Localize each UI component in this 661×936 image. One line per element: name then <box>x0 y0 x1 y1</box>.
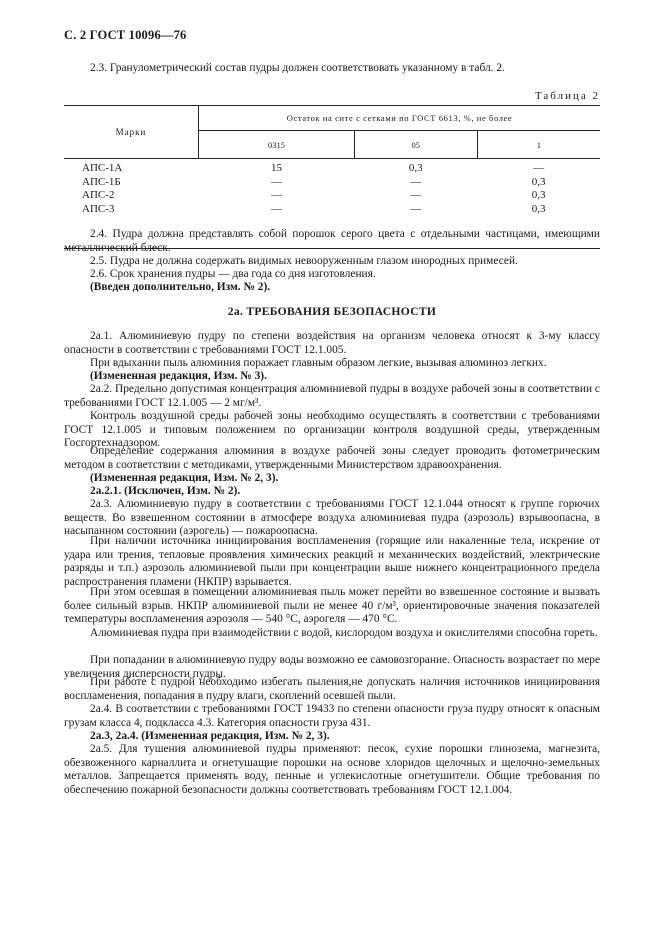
row-value: 0,3 <box>531 175 546 188</box>
table-row <box>64 189 600 203</box>
note-2-6: (Введен дополнительно, Изм. № 2). <box>90 281 271 293</box>
clause-2a-3-dust: При этом осевшая в помещении алюминиевая пыль может перейти во взвешенное состояние и вызвать более сильный взрыв. НКПР алюминиевой пыли не менее 40 г/м³, ориентировочные значения показателей температуры воспламенения аэрозоля — 540 °С, аэрогеля — 470 °С. <box>64 586 600 626</box>
sub-header-1: 1 <box>477 131 600 159</box>
clause-2a-3-work: При работе с пудрой необходимо избегать пыления,не допускать наличия источников инициирования воспламенения, попадания в пудру влаги, скоплений осевшей пыли. <box>64 676 600 702</box>
clause-2a-5: 2а.5. Для тушения алюминиевой пудры применяют: песок, сухие порошки глинозема, магнезита, обезвоженного карналлита и огнетушащие порошки на основе хлоридов щелочных и щелочно-земельных металлов. Запрещается применять воду, пенные и углекислотные огнетушители. Общие требования по обеспечению пожарной безопасности должны соответствовать требованиям ГОСТ 12.1.004. <box>64 743 600 796</box>
table-caption: Таблица 2 <box>534 90 600 102</box>
row-mark: АПС-2 <box>82 189 115 201</box>
row-value: 15 <box>270 162 282 174</box>
row-value: — <box>270 189 282 201</box>
clause-2a-4: 2а.4. В соответствии с требованиями ГОСТ 19433 по степени опасности груза пудру относят к опасным грузам класса 4, подкласса 4.3. Категория опасности груза 431. <box>64 703 600 729</box>
clause-2a-2-method: Определение содержания алюминия в воздухе рабочей зоны следует проводить фотометрическим методом в соответствии с методиками, утвержденными Министерством здравоохранения. <box>64 445 600 471</box>
clause-2a-3: 2а.3. Алюминиевую пудру в соответствии с требованиями ГОСТ 12.1.044 относят к группе горючих веществ. Во взвешенном состоянии в атмосфере воздуха алюминиевая пудра (аэрозоль) взрывоопасна, в насыпанном состоянии (аэрогель) — пожароопасна. <box>64 498 600 538</box>
clause-2a-2-1: 2а.2.1. (Исключен, Изм. № 2). <box>90 485 241 497</box>
sub-header-0315: 0315 <box>199 131 355 159</box>
clause-2-5: 2.5. Пудра не должна содержать видимых невооруженным глазом инородных примесей. <box>90 255 518 267</box>
row-value: 0,3 <box>531 202 546 215</box>
row-value: — <box>533 162 545 174</box>
clause-2a-2-control: Контроль воздушной среды рабочей зоны необходимо осуществлять в соответствии с требованиями ГОСТ 12.1.005 и типовым положением по организации контроля воздушной среды, утвержденным Госгортехнадзором. <box>64 410 600 450</box>
row-mark: АПС-3 <box>82 202 115 215</box>
section-title: 2а. ТРЕБОВАНИЯ БЕЗОПАСНОСТИ <box>227 305 437 318</box>
row-value: — <box>270 175 282 188</box>
row-value: — <box>270 202 282 215</box>
row-mark: АПС-1А <box>82 162 123 174</box>
table-row <box>64 176 600 190</box>
row-value: — <box>410 202 422 215</box>
row-value: — <box>410 175 422 188</box>
note-2a-3-4: 2а.3, 2а.4. (Измененная редакция, Изм. № 2, 3). <box>90 730 330 742</box>
clause-2a-3-selfignition: При попадании в алюминиевую пудру воды возможно ее самовозгорание. Опасность возрастает по мере увеличения дисперсности пудры. <box>64 654 600 680</box>
clause-2a-2: 2а.2. Предельно допустимая концентрация алюминиевой пудры в воздухе рабочей зоны в соответствии с требованиями ГОСТ 12.1.005 — 2 мг/м³. <box>64 383 600 409</box>
clause-2a-1: 2а.1. Алюминиевую пудру по степени воздействия на организм человека относят к 3-му классу опасности в соответствии с требованиями ГОСТ 12.1.005. <box>64 330 600 356</box>
clause-2-6: 2.6. Срок хранения пудры — два года со дня изготовления. <box>90 268 376 280</box>
note-2a-1: (Измененная редакция, Изм. № 3). <box>90 370 267 382</box>
clause-2a-1-text: При вдыхании пыль алюминия поражает главным образом легкие, вызывая алюминоз легких. <box>90 357 547 369</box>
row-value: 0,3 <box>531 189 546 201</box>
row-value: — <box>410 189 422 201</box>
table-row <box>64 159 600 176</box>
sub-header-05: 05 <box>354 131 477 159</box>
note-2a-2: (Измененная редакция, Изм. № 2, 3). <box>90 472 279 484</box>
page-header: С. 2 ГОСТ 10096—76 <box>64 28 187 42</box>
clause-2a-3-water: Алюминиевая пудра при взаимодействии с водой, кислородом воздуха и окислителями способна гореть. <box>90 627 598 639</box>
clause-2a-3-ignition: При наличии источника инициирования воспламенения (горящие или накаленные тела, искрение от удара или трения, тепловые проявления химических реакций и механических воздействий, электрические разряды и т.п.) аэрозоль алюминиевой пыли при концентрации выше нижнего концентрационного предела распространения пламени (НКПР) взрывается. <box>64 535 600 588</box>
clause-2-3: 2.3. Гранулометрический состав пудры должен соответствовать указанному в табл. 2. <box>90 62 505 74</box>
row-mark: АПС-1Б <box>82 175 121 188</box>
table-row <box>64 203 600 217</box>
clause-2-4: 2.4. Пудра должна представлять собой порошок серого цвета с отдельными частицами, имеющими металлический блеск. <box>64 228 600 254</box>
col-header-group: Остаток на сите с сетками по ГОСТ 6613, %, не более <box>199 106 601 131</box>
col-header-marki: Марки <box>64 106 199 159</box>
row-value: 0,3 <box>408 162 423 174</box>
